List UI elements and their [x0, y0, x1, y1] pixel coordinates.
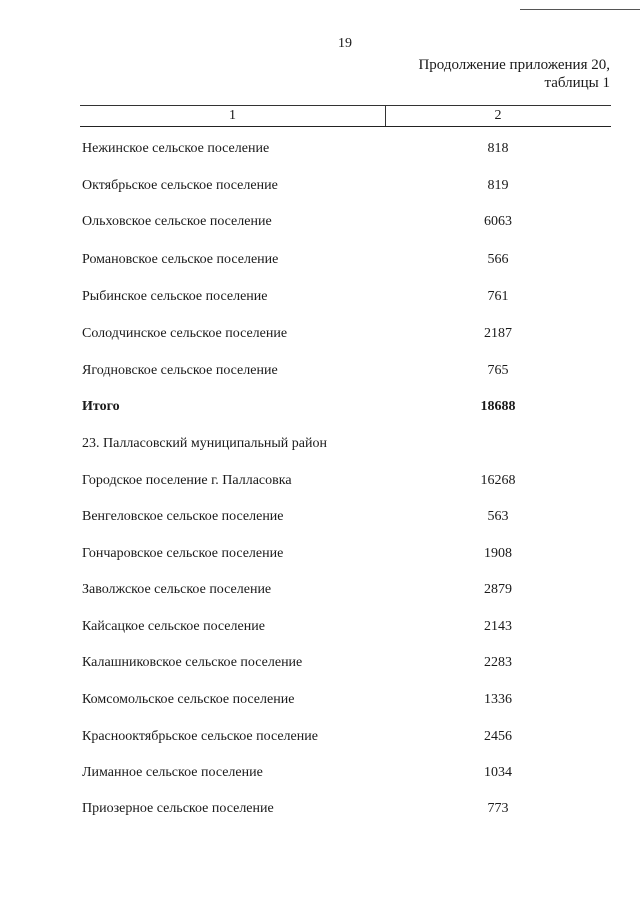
- table-row: [0, 252, 640, 272]
- table-row: [0, 801, 640, 821]
- table-row: [0, 509, 640, 529]
- population-value: 16268: [480, 473, 516, 488]
- table-row: [0, 692, 640, 712]
- settlement-name: Нежинское сельское поселение: [82, 141, 270, 156]
- population-value: 563: [487, 509, 509, 524]
- settlement-name: Калашниковское сельское поселение: [82, 655, 303, 670]
- table-row: [0, 326, 640, 346]
- settlement-name: Комсомольское сельское поселение: [82, 692, 295, 707]
- population-value: 773: [487, 801, 509, 816]
- district-heading: 23. Палласовский муниципальный район: [82, 436, 327, 451]
- population-value: 765: [487, 363, 509, 378]
- district-heading-row: [0, 436, 640, 456]
- table-row: [0, 729, 640, 749]
- table-header-rule: [80, 126, 611, 127]
- population-value: 761: [487, 289, 509, 304]
- population-value: 2456: [484, 729, 512, 744]
- table-row: [0, 473, 640, 493]
- settlement-name: Венгеловское сельское поселение: [82, 509, 284, 524]
- total-value: 18688: [480, 399, 516, 414]
- settlement-name: Городское поселение г. Палласовка: [82, 473, 292, 488]
- total-row: [0, 399, 640, 419]
- total-label: Итого: [82, 399, 120, 414]
- settlement-name: Романовское сельское поселение: [82, 252, 279, 267]
- table-row: [0, 289, 640, 309]
- table-row: [0, 582, 640, 602]
- table-row: [0, 619, 640, 639]
- population-value: 2879: [484, 582, 512, 597]
- continuation-line-2: таблицы 1: [544, 75, 610, 91]
- continuation-note: [418, 56, 610, 92]
- settlement-name: Заволжское сельское поселение: [82, 582, 272, 597]
- population-value: 6063: [484, 214, 512, 229]
- table-row: [0, 141, 640, 161]
- column-header-1: 1: [229, 108, 236, 123]
- settlement-name: Ягодновское сельское поселение: [82, 363, 278, 378]
- table-top-rule: [80, 105, 611, 106]
- settlement-name: Лиманное сельское поселение: [82, 765, 263, 780]
- settlement-name: Гончаровское сельское поселение: [82, 546, 284, 561]
- population-value: 818: [487, 141, 509, 156]
- table-row: [0, 178, 640, 198]
- settlement-name: Солодчинское сельское поселение: [82, 326, 288, 341]
- page-number: 19: [338, 36, 352, 51]
- settlement-name: Октябрьское сельское поселение: [82, 178, 278, 193]
- column-header-2: 2: [494, 108, 502, 123]
- table-row: [0, 363, 640, 383]
- population-value: 1034: [484, 765, 512, 780]
- top-edge-line: [520, 9, 640, 10]
- population-value: 2143: [484, 619, 512, 634]
- settlement-name: Краснооктябрьское сельское поселение: [82, 729, 318, 744]
- continuation-line-1: Продолжение приложения 20,: [418, 57, 610, 73]
- population-value: 2187: [484, 326, 512, 341]
- population-value: 566: [487, 252, 509, 267]
- table-row: [0, 214, 640, 234]
- settlement-name: Кайсацкое сельское поселение: [82, 619, 265, 634]
- population-value: 819: [487, 178, 509, 193]
- population-value: 2283: [484, 655, 512, 670]
- population-value: 1908: [484, 546, 512, 561]
- population-value: 1336: [484, 692, 512, 707]
- table-row: [0, 655, 640, 675]
- settlement-name: Ольховское сельское поселение: [82, 214, 272, 229]
- table-row: [0, 765, 640, 785]
- settlement-name: Рыбинское сельское поселение: [82, 289, 268, 304]
- table-row: [0, 546, 640, 566]
- settlement-name: Приозерное сельское поселение: [82, 801, 274, 816]
